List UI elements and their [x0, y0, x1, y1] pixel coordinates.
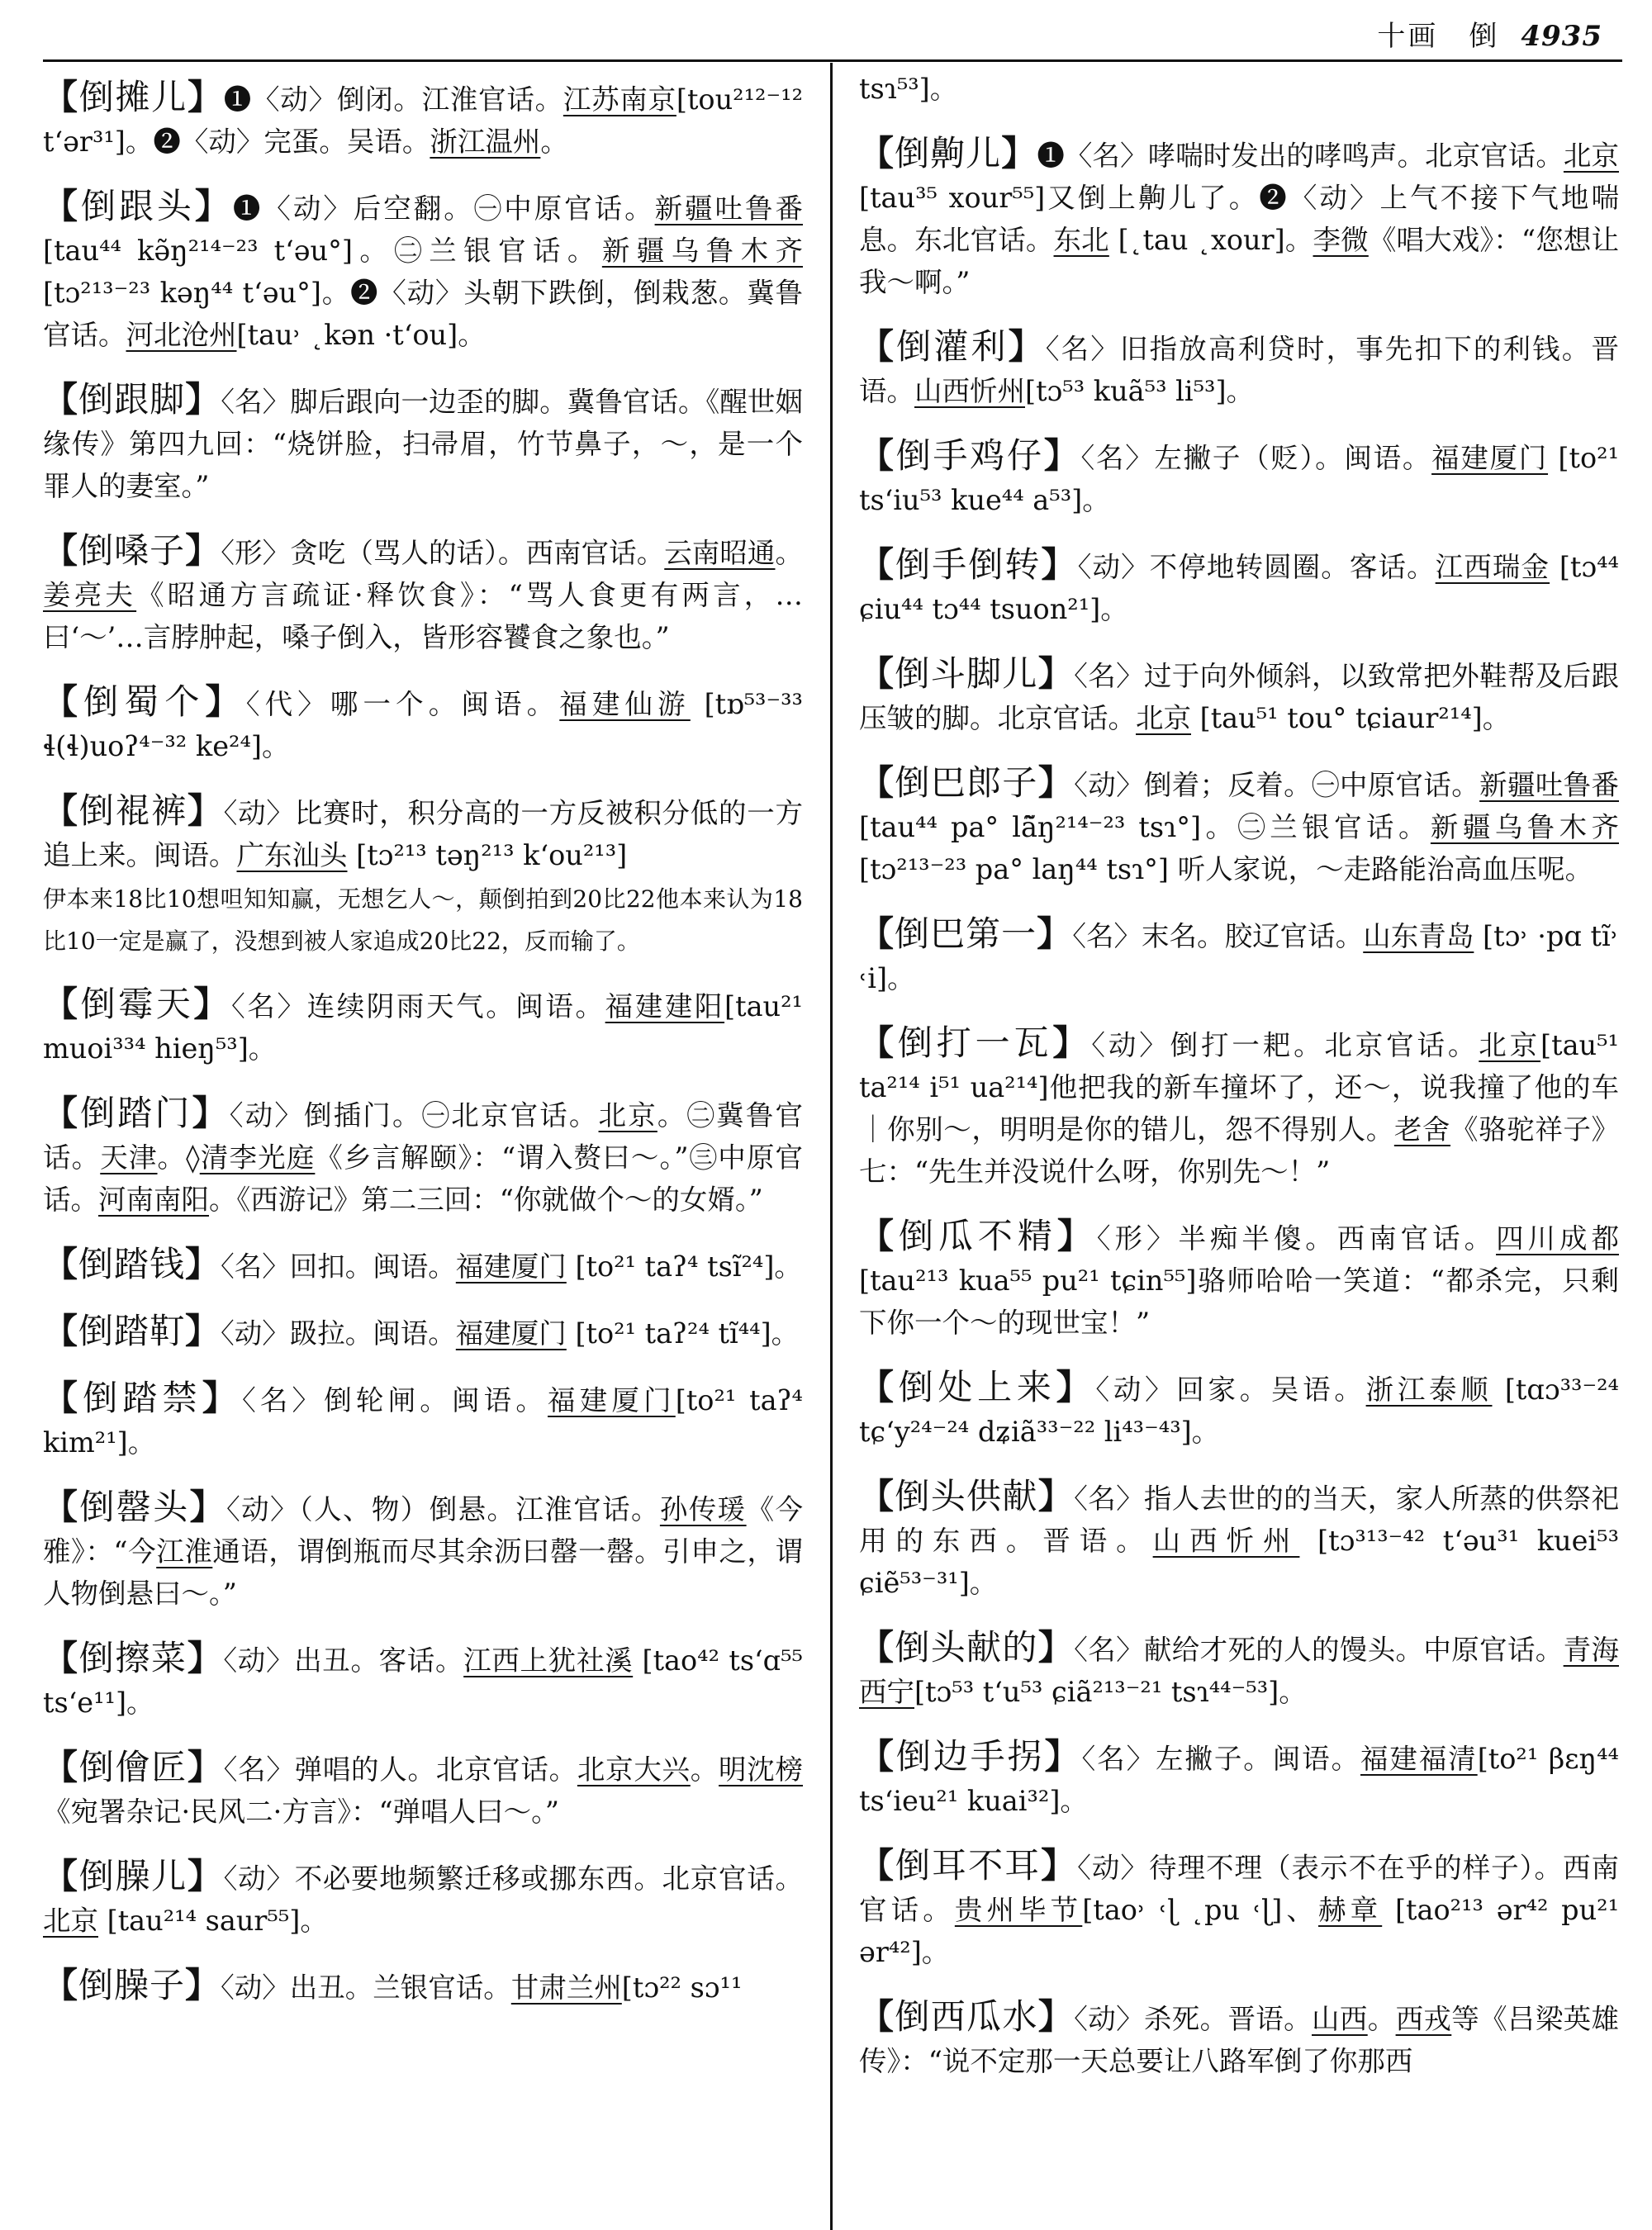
place-name: 山西忻州 [914, 375, 1025, 407]
bracket-open: 【 [43, 530, 79, 571]
definition-text: [tau²¹ muoi³³⁴ hieŋ⁵³]。 [43, 990, 803, 1065]
headword-text: 倒踏门 [80, 1093, 192, 1133]
headword [43, 530, 221, 571]
definition-text: 〈名〉献给才死的人的馒头。中原官话。 [1074, 1634, 1564, 1666]
headword [43, 1638, 223, 1678]
bracket-open: 【 [859, 1022, 898, 1063]
place-name: 青海西宁 [859, 1634, 1619, 1708]
bracket-open: 【 [43, 984, 81, 1024]
place-name: 天津 [100, 1141, 158, 1174]
dictionary-entry [43, 1746, 803, 1833]
dictionary-entry [43, 378, 803, 507]
bracket-open: 【 [43, 1965, 79, 2005]
bracket-close: 】 [1041, 544, 1078, 585]
bracket-open: 【 [43, 1311, 79, 1351]
headword-text: 倒踏禁 [83, 1378, 202, 1418]
place-name: 明沈榜 [719, 1753, 803, 1786]
dictionary-entry [43, 1310, 803, 1355]
definition-text: [tɔ⁵³ tʻu⁵³ ɕiã²¹³⁻²¹ tsɿ⁴⁴⁻⁵³]。 [914, 1676, 1307, 1708]
headword-text: 倒臊儿 [78, 1856, 188, 1896]
headword [859, 435, 1080, 476]
definition-text: [tau⁴⁴ kə̃ŋ²¹⁴⁻²³ tʻəu°]。㊁兰银官话。 [43, 235, 602, 267]
bracket-close: 】 [1001, 133, 1037, 173]
definition-text: 〈名〉过于向外倾斜，以致常把外鞋帮及后跟压皱的脚。北京官话。 [859, 660, 1619, 734]
bracket-close: 】 [1037, 913, 1073, 954]
bracket-close: 】 [185, 530, 221, 571]
bracket-open: 【 [43, 186, 81, 226]
place-name: 江淮 [156, 1535, 213, 1568]
bracket-open: 【 [43, 790, 79, 831]
bracket-close: 】 [1052, 1022, 1092, 1063]
bracket-close: 】 [193, 984, 232, 1024]
definition-text: 〈名〉连续阴雨天气。闽语。 [231, 990, 605, 1022]
place-name: 浙江温州 [430, 126, 541, 158]
place-name: 新疆乌鲁木齐 [1430, 811, 1619, 843]
bracket-open: 【 [859, 326, 897, 367]
definition-text: 〈形〉半痴半傻。西南官话。 [1096, 1222, 1497, 1255]
definition-text: [tɑɔ³³⁻²⁴ tɕʻy²⁴⁻²⁴ dʑiã³³⁻²² li⁴³⁻⁴³]。 [859, 1374, 1619, 1448]
headword-text: 倒瓜不精 [898, 1216, 1057, 1256]
dictionary-entry [43, 1637, 803, 1724]
bracket-close: 】 [1037, 1476, 1075, 1516]
bracket-close: 】 [187, 1638, 224, 1678]
bracket-open: 【 [43, 1378, 83, 1418]
definition-text: 〈名〉左撇子。闽语。 [1081, 1743, 1360, 1775]
dictionary-entry [859, 1022, 1619, 1193]
bracket-open: 【 [43, 681, 84, 722]
place-name: 浙江泰顺 [1365, 1374, 1493, 1406]
definition-text: [tao²¹³ ər⁴² pu²¹ ər⁴²]。 [859, 1894, 1619, 1968]
headword [43, 790, 224, 831]
bracket-close: 】 [185, 1965, 221, 2005]
place-name: 清李光庭 [199, 1141, 316, 1174]
place-name: 福建厦门 [1431, 442, 1549, 474]
definition-text: 〈动〉出丑。兰银官话。 [221, 1971, 511, 2004]
headword [43, 1856, 224, 1896]
definition-text: 。◊ [157, 1141, 200, 1174]
bracket-open: 【 [859, 1845, 896, 1886]
headword [43, 1311, 221, 1351]
bracket-close: 】 [1056, 1216, 1097, 1256]
bracket-open: 【 [859, 133, 895, 173]
definition-text: [tɔ˒ ·pɑ tĩ˒ ˓i]。 [859, 920, 1619, 994]
dictionary-entry [859, 434, 1619, 521]
headword-text: 倒头献的 [895, 1627, 1038, 1668]
place-name: 山西忻州 [1152, 1525, 1300, 1557]
dictionary-entry [43, 529, 803, 658]
headword [43, 379, 221, 420]
definition-text: 等《吕梁英雄传》：“说不定那一天总要让八路军倒了你那西 [859, 2003, 1619, 2077]
headword [859, 653, 1074, 694]
definition-text: [tɔ³¹³⁻⁴² tʻəu³¹ kuei⁵³ ɕiẽ⁵³⁻³¹]。 [859, 1525, 1619, 1599]
dictionary-entry [859, 1735, 1619, 1822]
definition-text: [tɔ⁵³ kuã⁵³ li⁵³]。 [1025, 375, 1255, 407]
definition-text: 《昭通方言疏证·释饮食》：“骂人食更有两言，…曰‘～’…言脖肿起，嗓子倒入，皆形容饕食之象也。” [43, 579, 803, 653]
left-column [43, 76, 803, 2223]
dictionary-entry [859, 1844, 1619, 1973]
bracket-close: 】 [1056, 1367, 1096, 1407]
headword-text: 倒霉天 [80, 984, 194, 1024]
definition-text: 〈名〉脚后跟向一边歪的脚。冀鲁官话。《醒世姻缘传》第四九回：“烧饼脸，扫帚眉，竹节鼻子，～，是一个罪人的妻室。” [43, 386, 803, 502]
place-name: 甘肃兰州 [510, 1971, 622, 2004]
dictionary-entry [859, 762, 1619, 890]
headword [859, 1022, 1091, 1063]
headword-text: 倒齁儿 [895, 133, 1002, 173]
definition-text: 〈名〉回扣。闽语。 [221, 1250, 456, 1283]
headword-text: 倒跟头 [80, 186, 195, 226]
headword-text: 倒西瓜水 [895, 1996, 1038, 2037]
definition-text: 《唱大戏》：“您想让我～啊。” [859, 224, 1619, 298]
headword [859, 1367, 1095, 1407]
definition-text: 〈动〉比赛时，积分高的一方反被积分低的一方追上来。闽语。 [43, 797, 803, 871]
headword [43, 681, 246, 722]
place-name: 河北沧州 [126, 319, 237, 351]
bracket-close: 】 [189, 1487, 227, 1527]
place-name: 江西上犹社溪 [463, 1644, 634, 1677]
definition-text: 〈动〉待理不理（表示不在乎的样子）。西南官话。 [859, 1852, 1619, 1926]
definition-text: [to²¹ taʔ²⁴ tĩ⁴⁴]。 [566, 1317, 800, 1350]
definition-text: [tau⁵¹ ta²¹⁴ i⁵¹ ua²¹⁴]他把我的新车撞坏了，还～，说我撞了他的车｜你别～，明明是你的错儿，怨不得别人。 [859, 1029, 1619, 1146]
definition-text: 。 [690, 1753, 719, 1786]
page-number: 4935 [1521, 20, 1602, 53]
dictionary-entry [859, 1215, 1619, 1344]
headword-text: 倒头供献 [895, 1476, 1038, 1516]
headword [859, 1736, 1082, 1777]
bracket-close: 】 [1041, 1845, 1078, 1886]
place-name: 北京 [598, 1099, 657, 1132]
place-name: 李微 [1313, 224, 1369, 256]
place-name: 赫章 [1317, 1894, 1383, 1926]
headword [859, 762, 1074, 803]
dictionary-entry [859, 132, 1619, 303]
bracket-close: 】 [185, 379, 221, 420]
bracket-close: 】 [188, 77, 224, 117]
headword [43, 1487, 226, 1527]
place-name: 福建厦门 [548, 1384, 676, 1416]
place-name: 山西 [1312, 2003, 1368, 2035]
definition-text: 〈名〉左撇子（贬）。闽语。 [1080, 442, 1432, 474]
definition-text: [to²¹ tsʻiu⁵³ kue⁴⁴ a⁵³]。 [859, 442, 1619, 516]
definition-text: 《骆驼祥子》七：“先生并没说什么呀，你别先～！” [859, 1113, 1619, 1188]
dictionary-entry [43, 1486, 803, 1615]
definition-text: [tɔ⁴⁴ ɕiu⁴⁴ tɔ⁴⁴ tsuon²¹]。 [859, 551, 1619, 625]
dictionary-entry [859, 1366, 1619, 1453]
place-name: 福建福清 [1360, 1743, 1478, 1775]
header-rule [43, 59, 1622, 62]
definition-text: 〈动〉（人、物）倒悬。江淮官话。 [226, 1493, 660, 1525]
definition-text: 〈名〉弹唱的人。北京官话。 [223, 1753, 577, 1786]
place-name: 福建厦门 [455, 1250, 567, 1283]
definition-text: [tɔ²² sɔ¹¹ [621, 1971, 743, 2004]
example-note: 伊本来18比10想呾知知赢，无想乞人～，颠倒拍到20比22他本来认为18比10一定是赢了，没想到被人家追成20比22，反而输了。 [43, 885, 803, 955]
headword [859, 326, 1046, 367]
dictionary-entry [43, 76, 803, 163]
section-label: 十画 倒 [1377, 20, 1500, 53]
bracket-open: 【 [43, 77, 79, 117]
definition-text: 〈名〉指人去世的的当天，家人所蒸的供祭祀用的东西。晋语。 [859, 1483, 1619, 1557]
bracket-close: 】 [192, 1093, 230, 1133]
place-name: 福建厦门 [455, 1317, 567, 1350]
place-name: 北京 [1479, 1029, 1541, 1061]
bracket-close: 】 [205, 681, 246, 722]
headword-text: 倒处上来 [898, 1367, 1056, 1407]
dictionary-entry [859, 1475, 1619, 1604]
definition-text: 通语，谓倒瓶而尽其余沥曰罄一罄。引申之，谓人物倒悬曰～。” [43, 1535, 803, 1610]
bracket-close: 】 [1037, 1627, 1075, 1668]
dictionary-entry [859, 652, 1619, 739]
headword-text: 倒手鸡仔 [895, 435, 1044, 476]
definition-text: [tao⁴² tsʻɑ⁵⁵ tsʻe¹¹]。 [43, 1644, 803, 1719]
dictionary-entry [43, 1092, 803, 1221]
definition-text: 。㊁冀鲁官话。 [43, 1099, 803, 1174]
definition-text: 《今雅》：“今 [43, 1493, 803, 1568]
bracket-close: 】 [1043, 435, 1081, 476]
place-name: 北京 [43, 1905, 98, 1937]
bracket-open: 【 [43, 1747, 79, 1787]
dictionary-entry [43, 185, 803, 356]
headword [43, 186, 233, 226]
headword-text: 倒擦菜 [78, 1638, 188, 1678]
definition-text: 〈名〉末名。胶辽官话。 [1072, 920, 1364, 952]
definition-text: [tau³⁵ xour⁵⁵]又倒上齁儿了。❷〈动〉上气不接下气地喘息。东北官话。 [859, 182, 1619, 256]
definition-text: ❶〈动〉后空翻。㊀中原官话。 [232, 192, 655, 225]
headword-text: 倒跟脚 [78, 379, 186, 420]
place-name: 云南昭通 [664, 537, 776, 569]
place-name: 北京 [1136, 702, 1191, 734]
headword [43, 1093, 230, 1133]
page-header [50, 18, 1602, 55]
headword [859, 1476, 1074, 1516]
bracket-open: 【 [859, 544, 896, 585]
headword-text: 倒罄头 [79, 1487, 190, 1527]
place-name: 北京大兴 [577, 1753, 691, 1786]
definition-text: [tao˒ ˓ɭ ˛pu ˓ɭ]、 [1082, 1894, 1318, 1926]
definition-text: 〈动〉杀死。晋语。 [1074, 2003, 1313, 2035]
headword [859, 913, 1072, 954]
bracket-open: 【 [859, 653, 895, 694]
definition-text: [tau˒ ˛kən ·tʻou]。 [236, 319, 486, 351]
bracket-open: 【 [859, 435, 896, 476]
headword-text: 倒耳不耳 [895, 1845, 1042, 1886]
definition-text: 〈代〉哪一个。闽语。 [245, 688, 560, 720]
bracket-close: 】 [187, 1747, 224, 1787]
definition-text: 。 [540, 126, 568, 158]
definition-text: 〈名〉倒轮闸。闽语。 [241, 1384, 548, 1416]
headword [859, 1845, 1077, 1886]
place-name: 福建建阳 [605, 990, 725, 1022]
bracket-close: 】 [187, 1856, 224, 1896]
definition-text: [tɔ²¹³⁻²³ kəŋ⁴⁴ tʻəu°]。❷〈动〉头朝下跌倒，倒栽葱。冀鲁官话。 [43, 277, 803, 351]
place-name: 姜亮夫 [43, 579, 137, 611]
headword [859, 544, 1078, 585]
headword-text: 倒灌利 [896, 326, 1009, 367]
headword [859, 1996, 1074, 2037]
dictionary-entry [859, 543, 1619, 630]
definition-text: 〈形〉贪吃（骂人的话）。西南官话。 [221, 537, 665, 569]
headword [859, 1216, 1097, 1256]
dictionary-entry [43, 1964, 803, 2009]
definition-text: [tau⁵¹ tou° tɕiaur²¹⁴]。 [1191, 702, 1511, 734]
bracket-close: 】 [1037, 653, 1075, 694]
headword-text: 倒儈匠 [78, 1747, 188, 1787]
place-name: 老舍 [1393, 1113, 1451, 1146]
definition-text: 《宛署杂记·民风二·方言》：“弹唱人曰～。” [43, 1796, 560, 1828]
bracket-close: 】 [187, 790, 224, 831]
bracket-close: 】 [185, 1311, 221, 1351]
headword-text: 倒手倒转 [895, 544, 1042, 585]
dictionary-entry [43, 983, 803, 1070]
definition-text: 〈动〉倒着；反着。㊀中原官话。 [1074, 769, 1480, 801]
definition-text: [tɔ²¹³ təŋ²¹³ kʻou²¹³] [347, 839, 628, 871]
place-name: 贵州毕节 [954, 1894, 1083, 1926]
place-name: 山东青岛 [1363, 920, 1474, 952]
dictionary-entry [859, 913, 1619, 999]
definition-text: [tau²¹³ kua⁵⁵ pu²¹ tɕin⁵⁵]骆师哈哈一笑道：“都杀完，只剩下你一个～的现世宝！” [859, 1264, 1619, 1339]
headword [43, 1965, 221, 2005]
bracket-close: 】 [1008, 326, 1046, 367]
definition-text: ❶〈动〉倒闭。江淮官话。 [223, 83, 563, 116]
place-name: 孙传瑗 [659, 1493, 747, 1525]
definition-text: 。《西游记》第二三回：“你就做个～的女婿。” [209, 1184, 763, 1216]
headword [859, 133, 1037, 173]
headword-text: 倒摊儿 [78, 77, 188, 117]
definition-text: [tɒ⁵³⁻³³ ɬ(ɬ)uoʔ⁴⁻³² ke²⁴]。 [43, 688, 803, 762]
headword-text: 倒嗓子 [78, 530, 186, 571]
headword-text: 倒蜀个 [83, 681, 206, 722]
definition-text: 〈动〉出丑。客话。 [223, 1644, 464, 1677]
bracket-open: 【 [859, 1216, 899, 1256]
definition-text: 〈动〉倒插门。㊀北京官话。 [229, 1099, 599, 1132]
definition-text: 。 [1367, 2003, 1396, 2035]
place-name: 河南南阳 [98, 1184, 209, 1216]
headword-text: 倒斗脚儿 [895, 653, 1038, 694]
bracket-open: 【 [859, 913, 895, 954]
definition-text: [to²¹ βɛŋ⁴⁴ tsʻieu²¹ kuai³²]。 [859, 1743, 1619, 1817]
definition-text: ❶〈名〉哮喘时发出的哮鸣声。北京官话。 [1037, 140, 1564, 172]
dictionary-entry [43, 1243, 803, 1288]
running-head [1377, 18, 1602, 55]
bracket-open: 【 [43, 1093, 81, 1133]
bracket-close: 】 [1044, 1736, 1082, 1777]
definition-text: [to²¹ taʔ⁴ tsĩ²⁴]。 [566, 1250, 802, 1283]
bracket-close: 】 [185, 1244, 221, 1284]
place-name: 江苏南京 [563, 83, 676, 116]
bracket-open: 【 [859, 1627, 895, 1668]
dictionary-entry [43, 1855, 803, 1942]
definition-text: 〈动〉回家。吴语。 [1095, 1374, 1366, 1406]
place-name: 新疆乌鲁木齐 [601, 235, 803, 267]
bracket-open: 【 [43, 1487, 80, 1527]
place-name: 江西瑞金 [1435, 551, 1550, 583]
definition-text: [tau²¹⁴ saur⁵⁵]。 [98, 1905, 328, 1937]
definition-text: 〈动〉倒打一耙。北京官话。 [1091, 1029, 1479, 1061]
bracket-open: 【 [859, 1996, 895, 2037]
headword [43, 984, 231, 1024]
bracket-close: 】 [202, 1378, 242, 1418]
headword-text: 倒打一瓦 [897, 1022, 1053, 1063]
headword-text: 倒踏靪 [78, 1311, 186, 1351]
bracket-open: 【 [859, 762, 895, 803]
headword [43, 1244, 221, 1284]
continuation-text: tsɿ⁵³]。 [859, 76, 958, 105]
place-name: 北京 [1563, 140, 1619, 172]
definition-text: 〈动〉不必要地频繁迁移或挪东西。北京官话。 [223, 1862, 803, 1895]
headword-text: 倒踏钱 [78, 1244, 186, 1284]
headword [859, 1627, 1074, 1668]
definition-text: 〈动〉趿拉。闽语。 [221, 1317, 456, 1350]
place-name: 广东汕头 [236, 839, 348, 871]
definition-text: [tɔ²¹³⁻²³ pa° laŋ⁴⁴ tsɿ°] 听人家说，～走路能治高血压呢。 [859, 853, 1593, 885]
definition-text: [tou²¹²⁻¹² tʻər³¹]。❷〈动〉完蛋。吴语。 [43, 83, 803, 158]
bracket-open: 【 [43, 1856, 79, 1896]
definition-text: [to²¹ taʔ⁴ kim²¹]。 [43, 1384, 803, 1459]
dictionary-entry [43, 790, 803, 961]
bracket-close: 】 [194, 186, 233, 226]
bracket-open: 【 [43, 1638, 79, 1678]
headword [43, 77, 224, 117]
definition-text: [˛tau ˛xour]。 [1108, 224, 1313, 256]
definition-text: [tau⁴⁴ pa° lã̃ŋ²¹⁴⁻²³ tsɿ°]。㊁兰银官话。 [859, 811, 1431, 843]
right-column [859, 76, 1619, 2223]
bracket-open: 【 [43, 1244, 79, 1284]
dictionary-entry [859, 1626, 1619, 1713]
place-name: 福建仙游 [559, 688, 691, 720]
headword [43, 1747, 224, 1787]
place-name: 西戎 [1395, 2003, 1452, 2035]
headword-text: 倒巴第一 [895, 913, 1037, 954]
definition-text: 〈名〉旧指放高利贷时，事先扣下的利钱。晋语。 [859, 333, 1619, 407]
dictionary-entry [43, 681, 803, 767]
headword-text: 倒巴郎子 [895, 762, 1038, 803]
bracket-open: 【 [859, 1367, 899, 1407]
bracket-close: 】 [1037, 762, 1075, 803]
place-name: 新疆吐鲁番 [654, 192, 803, 225]
headword-text: 倒裩裤 [78, 790, 188, 831]
bracket-close: 】 [1037, 1996, 1075, 2037]
bracket-open: 【 [43, 379, 79, 420]
definition-text: 《乡言解颐》：“谓入赘曰～。”㊂中原官话。 [43, 1141, 803, 1216]
bracket-open: 【 [859, 1736, 896, 1777]
dictionary-entry [859, 1995, 1619, 2082]
column-divider [830, 63, 833, 2230]
bracket-open: 【 [859, 1476, 895, 1516]
place-name: 四川成都 [1496, 1222, 1619, 1255]
dictionary-entry [859, 325, 1619, 412]
headword-text: 倒边手拐 [895, 1736, 1045, 1777]
headword-text: 倒臊子 [78, 1965, 186, 2005]
dictionary-entry [43, 1377, 803, 1464]
place-name: 东北 [1053, 224, 1109, 256]
definition-text: 。 [775, 537, 803, 569]
headword [43, 1378, 242, 1418]
place-name: 新疆吐鲁番 [1479, 769, 1619, 801]
definition-text: 〈动〉不停地转圆圈。客话。 [1077, 551, 1436, 583]
